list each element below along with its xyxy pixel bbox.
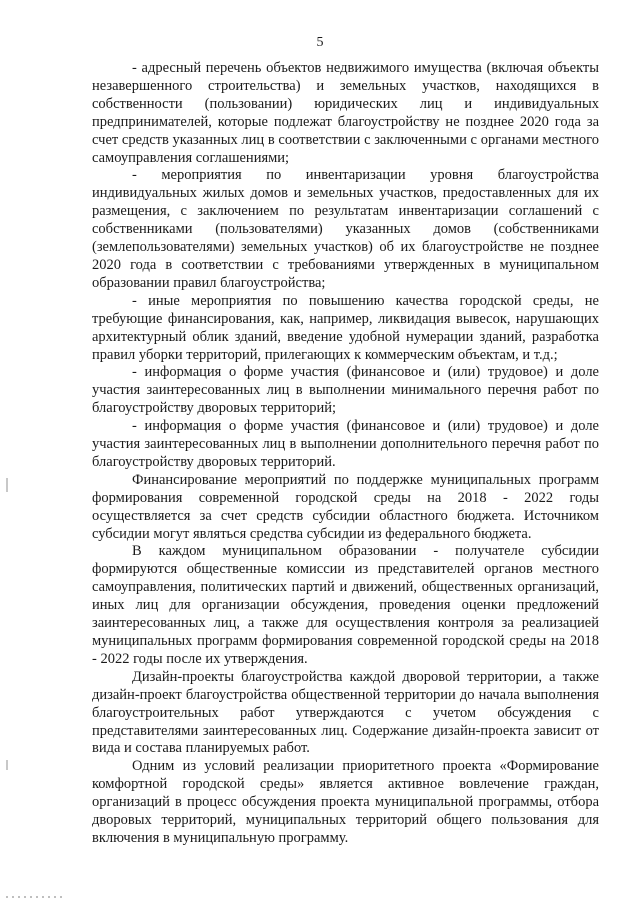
paragraph-financing: Финансирование мероприятий по поддержке муниципальных программ формирования современной городской среды на 2018 - 2022 годы осуществляется за счет средств субсидии областного бюджета. Источником субсидии могут являться средства субсидии из федерального бюджета. bbox=[92, 471, 599, 542]
paragraph-participation-minimal: - информация о форме участия (финансовое и (или) трудовое) и доле участия заинтересованных лиц в выполнении минимального перечня работ по благоустройству дворовых территорий; bbox=[92, 364, 599, 417]
scan-margin-mark bbox=[6, 760, 8, 770]
paragraph-inventory-measures: - мероприятия по инвентаризации уровня благоустройства индивидуальных жилых домов и земельных участков, предоставленных для их размещения, с заключением по результатам инвентаризации соглашений с собственниками (пользователями) указанных домов (собственниками (землепользователями) земельных участков) об их благоустройстве не позднее 2020 года в соответствии с требованиями утвержденных в муниципальном образовании правил благоустройства; bbox=[92, 167, 599, 291]
scan-margin-mark bbox=[6, 478, 8, 492]
paragraph-other-measures: - иные мероприятия по повышению качества городской среды, не требующие финансирования, как, например, ликвидация вывесок, нарушающих архитектурный облик зданий, введение удобной нумерации зданий, разработка правил уборки территорий, прилегающих к коммерческим объектам, и т.д.; bbox=[92, 292, 599, 363]
document-body bbox=[92, 60, 599, 848]
paragraph-participation-additional: - информация о форме участия (финансовое и (или) трудовое) и доле участия заинтересованных лиц в выполнении дополнительного перечня работ по благоустройству дворовых территорий. bbox=[92, 418, 599, 470]
paragraph-design-projects: Дизайн-проекты благоустройства каждой дворовой территории, а также дизайн-проект благоустройства общественной территории до начала выполнения благоустроительных работ утверждаются с учетом обсуждения с представителями заинтересованных лиц. Содержание дизайн-проекта зависит от вида и состава планируемых работ. bbox=[92, 668, 599, 757]
paragraph-public-commissions: В каждом муниципальном образовании - получателе субсидии формируются общественные комиссии из представителей органов местного самоуправления, политических партий и движений, общественных организаций, иных лиц для организации обсуждения, проведения оценки предложений заинтересованных лиц, а также для осуществления контроля за реализацией муниципальных программ формирования современной городской среды на 2018 - 2022 годы после их утверждения. bbox=[92, 543, 599, 667]
paragraph-address-list: - адресный перечень объектов недвижимого имущества (включая объекты незавершенного строительства) и земельных участков, находящихся в собственности (пользовании) юридических лиц и индивидуальных предпринимателей, которые подлежат благоустройству не позднее 2020 года за счет средств указанных лиц в соответствии с заключенными с органами местного самоуправления соглашениями; bbox=[92, 60, 599, 166]
paragraph-citizen-involvement: Одним из условий реализации приоритетного проекта «Формирование комфортной городской среды» является активное вовлечение граждан, организаций в процесс обсуждения проекта муниципальной программы, отбора дворовых территорий, муниципальных территорий общего пользования для включения в муниципальную программу. bbox=[92, 758, 599, 846]
page-number: 5 bbox=[316, 35, 324, 50]
scan-edge-artifact bbox=[6, 896, 66, 898]
